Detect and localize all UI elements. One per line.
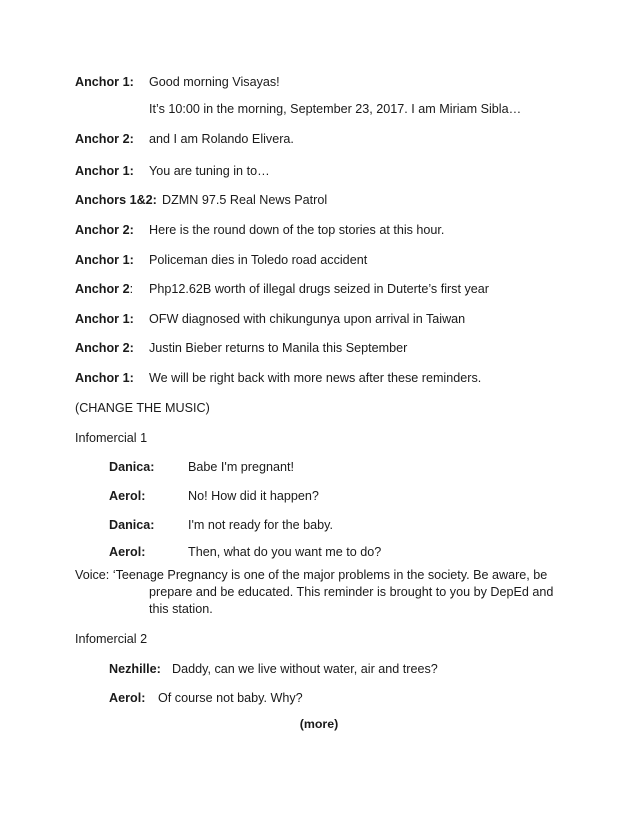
dialogue-text: I'm not ready for the baby. (188, 518, 333, 532)
dialogue-text: Justin Bieber returns to Manila this September (149, 341, 408, 355)
dialogue-text: OFW diagnosed with chikungunya upon arrival in Taiwan (149, 312, 466, 326)
dialogue-text: We will be right back with more news after these reminders. (149, 371, 482, 385)
dialogue-text: Daddy, can we live without water, air and trees? (172, 662, 438, 676)
dialogue-text: Of course not baby. Why? (158, 691, 303, 705)
voice-over (75, 567, 575, 618)
speaker-name: Anchor 2 (75, 282, 130, 296)
dialogue-text: Here is the round down of the top stories at this hour. (149, 223, 445, 237)
speaker-colon: : (129, 282, 134, 296)
dialogue-text: Php12.62B worth of illegal drugs seized in Duterte’s first year (149, 282, 489, 296)
speaker-label: Anchor 2: (75, 341, 134, 355)
speaker-label: Anchor 1: (75, 312, 134, 326)
dialogue-text: Babe I'm pregnant! (188, 460, 295, 474)
voice-label: Voice: (75, 568, 110, 582)
dialogue-text: Policeman dies in Toledo road accident (149, 253, 368, 267)
speaker-label: Anchor 1: (75, 164, 134, 178)
speaker-label: Danica: (109, 460, 155, 474)
dialogue-text: and I am Rolando Elivera. (149, 132, 294, 146)
dialogue-text: It’s 10:00 in the morning, September 23, 2017. I am Miriam Sibla… (149, 102, 522, 116)
dialogue-text: No! How did it happen? (188, 489, 319, 503)
speaker-label: Anchor 2: (75, 223, 134, 237)
speaker-label: Aerol: (109, 489, 146, 503)
speaker-label: Danica: (109, 518, 155, 532)
dialogue-text: DZMN 97.5 Real News Patrol (162, 193, 328, 207)
dialogue-text: You are tuning in to… (149, 164, 270, 178)
speaker-label: Anchor 2: (75, 132, 134, 146)
speaker-label: Anchors 1&2: (75, 193, 157, 207)
speaker-label: Anchor 1: (75, 253, 134, 267)
speaker-label: Aerol: (109, 545, 146, 559)
infomercial-2-heading: Infomercial 2 (75, 632, 148, 646)
voice-text-rest: prepare and be educated. This reminder is brought to you by DepEd and this station. (149, 585, 554, 616)
voice-text-1: ‘Teenage Pregnancy is one of the major problems in the society. Be aware, be (112, 568, 548, 582)
dialogue-text: Then, what do you want me to do? (188, 545, 382, 559)
cue-text: (CHANGE THE MUSIC) (75, 401, 210, 415)
voice-first-line (75, 567, 575, 584)
speaker-label: Anchor 1: (75, 371, 134, 385)
more-marker: (more) (299, 717, 339, 731)
dialogue-text: Good morning Visayas! (149, 75, 280, 89)
speaker-label: Anchor 1: (75, 75, 134, 89)
speaker-label: Aerol: (109, 691, 146, 705)
speaker-label: Nezhille: (109, 662, 161, 676)
infomercial-1-heading: Infomercial 1 (75, 431, 148, 445)
speaker-label (75, 281, 133, 297)
